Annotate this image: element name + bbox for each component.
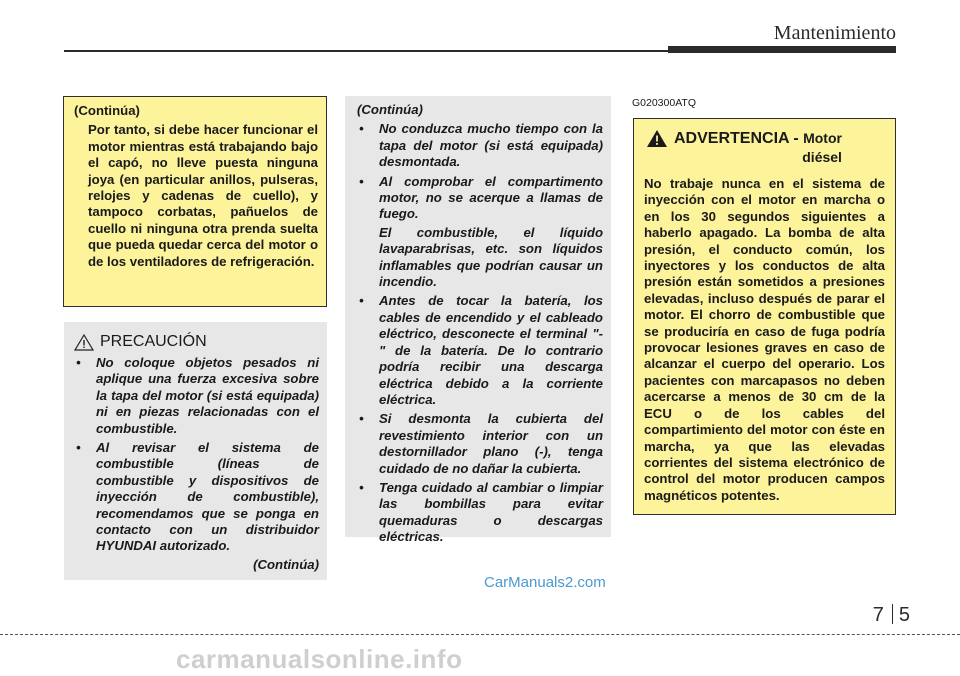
caution-item: • Antes de tocar la batería, los cables de encendido y el cableado eléctrico, desconecte el terminal "-" de la batería. De lo contrario podría recibir una descarga eléctrica debido a la corriente eléctrica. <box>359 293 603 407</box>
header-rule-accent <box>668 46 896 53</box>
page-header-title: Mantenimiento <box>773 22 896 44</box>
caution-header <box>74 332 319 352</box>
caution-item: • Al revisar el sistema de combustible (líneas de combustible y dispositivos de inyección de combustible), recomendamos que se ponga en contacto con un distribuidor HYUNDAI autorizado. <box>76 440 319 554</box>
caution-item: • No coloque objetos pesados ni aplique una fuerza excesiva sobre la tapa del motor (si está equipada) ni en piezas relacionadas con el combustible. <box>76 355 319 436</box>
caution-title: PRECAUCIÓN <box>100 333 207 350</box>
warning-subtitle-diesel: diésel <box>802 149 842 165</box>
footer-brand-watermark: carmanualsonline.info <box>176 644 463 674</box>
caution-continued-box <box>345 96 611 545</box>
footer-dashed-line <box>0 634 960 635</box>
page-number <box>873 604 912 627</box>
caution-item: • Al comprobar el compartimento motor, no se acerque a llamas de fuego. <box>359 173 603 222</box>
caution-item: • Tenga cuidado al cambiar o limpiar las bombillas para evitar quemaduras o descargas eléctricas. <box>359 479 603 545</box>
caution-item: • Si desmonta la cubierta del revestimiento interior con un destornillador plano (-), tenga cuidado de no dañar la cubierta. <box>359 411 603 476</box>
section-code: G020300ATQ <box>632 97 697 109</box>
continued-note-box <box>63 96 327 307</box>
page-number-separator <box>892 604 893 624</box>
caution-continued-label: (Continúa) <box>253 556 319 572</box>
caution-box <box>64 322 327 580</box>
warning-header <box>646 129 885 166</box>
watermark-link[interactable]: CarManuals2.com <box>484 574 606 591</box>
warning-subtitle-motor: Motor <box>803 130 842 146</box>
caution-extra-paragraph: El combustible, el líquido lavaparabrisas, etc. son líquidos inflamables que podrían causar un incendio. <box>379 224 603 290</box>
caution-triangle-icon <box>74 334 94 351</box>
caution-continued-top-label: (Continúa) <box>357 102 423 117</box>
page-number-value: 5 <box>898 604 912 626</box>
continued-note-text: Por tanto, si debe hacer funcionar el motor mientras está trabajando bajo el capó, no lleve puesta ninguna joya (en particular anillos, pulseras, relojes y cadenas de cuello), y tampoco corbatas, pañuelos de cuello ni ninguna otra prenda suelta que pueda quedar cerca del motor o de los ventiladores de refrigeración. <box>88 122 318 269</box>
warning-box <box>633 118 896 515</box>
chapter-number: 7 <box>872 604 886 626</box>
warning-title: ADVERTENCIA - <box>674 130 799 147</box>
caution-item: • No conduzca mucho tiempo con la tapa del motor (si está equipada) desmontada. <box>359 121 603 170</box>
warning-triangle-icon <box>646 129 668 148</box>
warning-text: No trabaje nunca en el sistema de inyección con el motor en marcha o en los 30 segundos siguientes a haberlo apagado. La bomba de alta presión, el conducto común, los inyectores y los conductos de alta presión están sometidos a presiones elevadas, incluso después de parar el motor. El chorro de combustible que se produciría en caso de fuga podría provocar lesiones graves en caso de alcanzar el cuerpo del operario. Los pacientes con marcapasos no deben acercarse a menos de 30 cm de la ECU o de los cables del compartimiento del motor con éste en marcha, ya que las elevadas corrientes del sistema electrónico de control del motor producen campos magnéticos potentes. <box>644 176 885 503</box>
continued-label: (Continúa) <box>74 103 140 118</box>
